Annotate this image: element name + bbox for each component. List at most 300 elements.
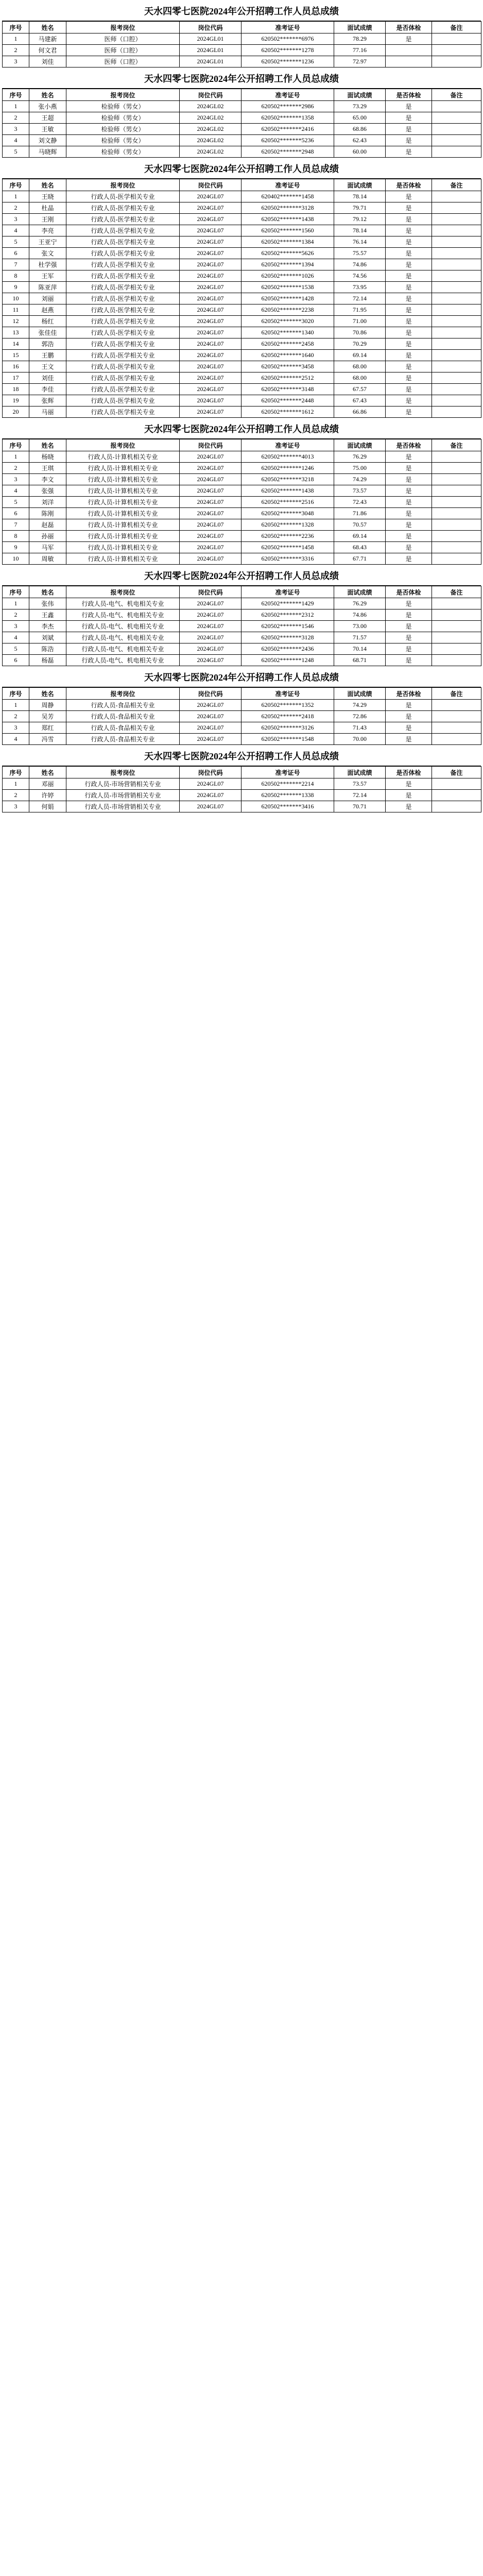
table-cell: 行政人员-医学相关专业 bbox=[66, 361, 180, 372]
column-header: 岗位代码 bbox=[180, 586, 242, 598]
table-cell: 2024GL07 bbox=[180, 350, 242, 361]
table-cell: 2024GL07 bbox=[180, 191, 242, 202]
table-cell: 78.14 bbox=[334, 225, 386, 236]
column-header: 准考证号 bbox=[242, 22, 334, 33]
table-cell: 10 bbox=[3, 553, 29, 565]
table-cell: 68.86 bbox=[334, 124, 386, 135]
table-cell: 620502*******1438 bbox=[242, 214, 334, 225]
table-cell bbox=[432, 395, 481, 406]
table-cell: 2024GL02 bbox=[180, 112, 242, 124]
table-cell bbox=[432, 327, 481, 338]
table-cell: 刘斌 bbox=[29, 632, 66, 643]
table-cell: 620502*******1428 bbox=[242, 293, 334, 304]
column-header: 序号 bbox=[3, 22, 29, 33]
table-row bbox=[3, 632, 481, 643]
table-cell: 行政人员-电气、机电相关专业 bbox=[66, 598, 180, 609]
table-cell: 15 bbox=[3, 350, 29, 361]
table-cell: 620502*******1340 bbox=[242, 327, 334, 338]
table-cell: 刘洋 bbox=[29, 497, 66, 508]
table-cell: 71.00 bbox=[334, 316, 386, 327]
table-cell: 王鑫 bbox=[29, 609, 66, 621]
table-cell: 行政人员-医学相关专业 bbox=[66, 350, 180, 361]
table-cell: 68.00 bbox=[334, 361, 386, 372]
table-cell: 620502*******1538 bbox=[242, 282, 334, 293]
table-cell: 620502*******1384 bbox=[242, 236, 334, 248]
table-cell: 吴芳 bbox=[29, 711, 66, 722]
table-cell: 是 bbox=[386, 598, 432, 609]
table-cell: 是 bbox=[386, 519, 432, 531]
table-cell bbox=[432, 259, 481, 270]
column-header: 姓名 bbox=[29, 767, 66, 778]
table-cell: 76.29 bbox=[334, 598, 386, 609]
table-cell: 620502*******1458 bbox=[242, 542, 334, 553]
table-cell: 是 bbox=[386, 463, 432, 474]
table-cell: 65.00 bbox=[334, 112, 386, 124]
table-cell: 是 bbox=[386, 790, 432, 801]
column-header: 准考证号 bbox=[242, 688, 334, 700]
table-cell: 是 bbox=[386, 225, 432, 236]
table-row bbox=[3, 790, 481, 801]
table-row bbox=[3, 553, 481, 565]
column-header: 报考岗位 bbox=[66, 586, 180, 598]
table-cell: 2024GL07 bbox=[180, 327, 242, 338]
table-row bbox=[3, 508, 481, 519]
table-cell: 74.56 bbox=[334, 270, 386, 282]
column-header: 姓名 bbox=[29, 89, 66, 101]
table-cell: 是 bbox=[386, 33, 432, 45]
table-cell: 杜晶 bbox=[29, 202, 66, 214]
table-cell bbox=[432, 304, 481, 316]
table-cell: 是 bbox=[386, 632, 432, 643]
table-cell: 67.43 bbox=[334, 395, 386, 406]
table-cell bbox=[432, 632, 481, 643]
header-row bbox=[3, 89, 481, 101]
results-table bbox=[2, 439, 481, 565]
table-cell bbox=[432, 621, 481, 632]
table-cell: 行政人员-医学相关专业 bbox=[66, 270, 180, 282]
table-cell: 620502*******2948 bbox=[242, 146, 334, 158]
table-cell: 检验师（男女） bbox=[66, 101, 180, 112]
table-cell: 620502*******6976 bbox=[242, 33, 334, 45]
table-cell: 4 bbox=[3, 485, 29, 497]
table-cell bbox=[432, 655, 481, 666]
table-cell bbox=[432, 101, 481, 112]
table-row bbox=[3, 236, 481, 248]
table-cell: 2024GL07 bbox=[180, 553, 242, 565]
column-header: 岗位代码 bbox=[180, 179, 242, 191]
table-cell: 是 bbox=[386, 316, 432, 327]
table-cell: 2024GL07 bbox=[180, 395, 242, 406]
table-cell: 陈亚萍 bbox=[29, 282, 66, 293]
table-cell bbox=[432, 485, 481, 497]
table-cell: 68.00 bbox=[334, 372, 386, 384]
table-cell bbox=[432, 270, 481, 282]
table-cell: 行政人员-医学相关专业 bbox=[66, 293, 180, 304]
column-header: 备注 bbox=[432, 179, 481, 191]
table-cell: 是 bbox=[386, 655, 432, 666]
table-cell: 是 bbox=[386, 778, 432, 790]
table-cell: 2024GL07 bbox=[180, 508, 242, 519]
table-cell: 620502*******2238 bbox=[242, 304, 334, 316]
table-cell: 77.16 bbox=[334, 45, 386, 56]
table-cell bbox=[432, 45, 481, 56]
table-cell: 行政人员-医学相关专业 bbox=[66, 384, 180, 395]
column-header: 面试成绩 bbox=[334, 22, 386, 33]
table-cell: 行政人员-食品相关专业 bbox=[66, 722, 180, 734]
table-cell: 行政人员-电气、机电相关专业 bbox=[66, 632, 180, 643]
table-cell: 2024GL07 bbox=[180, 598, 242, 609]
table-cell: 检验师（男女） bbox=[66, 146, 180, 158]
table-cell: 孙丽 bbox=[29, 531, 66, 542]
table-cell: 14 bbox=[3, 338, 29, 350]
table-cell: 73.29 bbox=[334, 101, 386, 112]
table-cell: 69.14 bbox=[334, 350, 386, 361]
table-row bbox=[3, 497, 481, 508]
table-cell: 是 bbox=[386, 304, 432, 316]
section-title: 天水四零七医院2024年公开招聘工作人员总成绩 bbox=[2, 418, 481, 439]
table-cell: 620502*******1328 bbox=[242, 519, 334, 531]
column-header: 面试成绩 bbox=[334, 179, 386, 191]
table-cell: 李文 bbox=[29, 474, 66, 485]
table-cell: 王军 bbox=[29, 270, 66, 282]
column-header: 序号 bbox=[3, 586, 29, 598]
column-header: 是否体检 bbox=[386, 89, 432, 101]
table-cell: 67.57 bbox=[334, 384, 386, 395]
table-row bbox=[3, 463, 481, 474]
table-cell: 刘佳 bbox=[29, 56, 66, 67]
table-row bbox=[3, 801, 481, 812]
table-cell: 3 bbox=[3, 214, 29, 225]
table-row bbox=[3, 451, 481, 463]
table-cell: 2024GL07 bbox=[180, 722, 242, 734]
column-header: 序号 bbox=[3, 179, 29, 191]
results-table bbox=[2, 766, 481, 812]
table-cell: 2024GL07 bbox=[180, 778, 242, 790]
table-cell bbox=[432, 508, 481, 519]
column-header: 序号 bbox=[3, 767, 29, 778]
table-cell: 是 bbox=[386, 350, 432, 361]
table-cell: 72.43 bbox=[334, 497, 386, 508]
table-row bbox=[3, 519, 481, 531]
table-cell: 620502*******2512 bbox=[242, 372, 334, 384]
table-cell: 行政人员-计算机相关专业 bbox=[66, 485, 180, 497]
table-cell: 2024GL07 bbox=[180, 406, 242, 418]
table-cell: 王晓 bbox=[29, 191, 66, 202]
table-cell: 78.29 bbox=[334, 33, 386, 45]
section-title: 天水四零七医院2024年公开招聘工作人员总成绩 bbox=[2, 158, 481, 179]
table-cell: 20 bbox=[3, 406, 29, 418]
table-cell: 2024GL07 bbox=[180, 214, 242, 225]
section-title: 天水四零七医院2024年公开招聘工作人员总成绩 bbox=[2, 666, 481, 687]
column-header: 姓名 bbox=[29, 179, 66, 191]
table-cell: 2024GL07 bbox=[180, 790, 242, 801]
table-cell: 620502*******1352 bbox=[242, 700, 334, 711]
table-cell: 行政人员-医学相关专业 bbox=[66, 225, 180, 236]
table-cell: 王鹏 bbox=[29, 350, 66, 361]
table-cell: 620502*******3020 bbox=[242, 316, 334, 327]
table-cell: 行政人员-医学相关专业 bbox=[66, 248, 180, 259]
table-cell: 5 bbox=[3, 497, 29, 508]
table-row bbox=[3, 598, 481, 609]
table-cell: 是 bbox=[386, 259, 432, 270]
table-row bbox=[3, 474, 481, 485]
table-cell: 刘佳 bbox=[29, 372, 66, 384]
table-cell: 行政人员-电气、机电相关专业 bbox=[66, 655, 180, 666]
table-row bbox=[3, 101, 481, 112]
column-header: 序号 bbox=[3, 89, 29, 101]
table-cell bbox=[432, 778, 481, 790]
table-cell: 检验师（男女） bbox=[66, 124, 180, 135]
header-row bbox=[3, 439, 481, 451]
section-title: 天水四零七医院2024年公开招聘工作人员总成绩 bbox=[2, 565, 481, 586]
table-cell: 620502*******1394 bbox=[242, 259, 334, 270]
table-cell: 2024GL07 bbox=[180, 485, 242, 497]
table-row bbox=[3, 214, 481, 225]
table-cell: 是 bbox=[386, 474, 432, 485]
header-row bbox=[3, 767, 481, 778]
table-cell bbox=[432, 191, 481, 202]
table-cell: 10 bbox=[3, 293, 29, 304]
table-cell bbox=[432, 531, 481, 542]
table-cell: 陈刚 bbox=[29, 508, 66, 519]
table-cell: 是 bbox=[386, 327, 432, 338]
table-cell: 2024GL02 bbox=[180, 146, 242, 158]
table-cell bbox=[432, 598, 481, 609]
table-cell: 是 bbox=[386, 202, 432, 214]
table-cell: 是 bbox=[386, 801, 432, 812]
table-cell: 1 bbox=[3, 778, 29, 790]
table-cell: 行政人员-医学相关专业 bbox=[66, 259, 180, 270]
table-cell: 620502*******1026 bbox=[242, 270, 334, 282]
table-cell: 3 bbox=[3, 722, 29, 734]
table-cell: 620502*******3128 bbox=[242, 632, 334, 643]
table-cell: 是 bbox=[386, 497, 432, 508]
table-cell: 620502*******5626 bbox=[242, 248, 334, 259]
table-cell: 2024GL07 bbox=[180, 451, 242, 463]
table-cell: 行政人员-计算机相关专业 bbox=[66, 463, 180, 474]
table-cell: 是 bbox=[386, 395, 432, 406]
column-header: 准考证号 bbox=[242, 586, 334, 598]
table-cell bbox=[432, 734, 481, 745]
table-cell: 67.71 bbox=[334, 553, 386, 565]
table-cell: 620502*******2436 bbox=[242, 643, 334, 655]
table-cell: 是 bbox=[386, 542, 432, 553]
table-cell: 2 bbox=[3, 609, 29, 621]
table-cell: 1 bbox=[3, 191, 29, 202]
table-cell: 620502*******2516 bbox=[242, 497, 334, 508]
table-cell: 张文 bbox=[29, 248, 66, 259]
table-cell: 620502*******2236 bbox=[242, 531, 334, 542]
table-cell: 620502*******2448 bbox=[242, 395, 334, 406]
table-cell: 73.00 bbox=[334, 621, 386, 632]
table-cell: 620402*******1458 bbox=[242, 191, 334, 202]
table-cell: 3 bbox=[3, 56, 29, 67]
table-cell: 75.00 bbox=[334, 463, 386, 474]
table-cell bbox=[432, 643, 481, 655]
table-cell: 王文 bbox=[29, 361, 66, 372]
results-table bbox=[2, 179, 481, 418]
table-cell: 检验师（男女） bbox=[66, 112, 180, 124]
table-row bbox=[3, 282, 481, 293]
column-header: 面试成绩 bbox=[334, 767, 386, 778]
table-cell: 3 bbox=[3, 621, 29, 632]
table-row bbox=[3, 202, 481, 214]
table-cell: 是 bbox=[386, 384, 432, 395]
column-header: 备注 bbox=[432, 89, 481, 101]
table-cell: 620502*******1236 bbox=[242, 56, 334, 67]
table-cell: 620502*******3148 bbox=[242, 384, 334, 395]
table-row bbox=[3, 112, 481, 124]
table-cell: 620502*******2312 bbox=[242, 609, 334, 621]
table-cell: 行政人员-市场营销相关专业 bbox=[66, 790, 180, 801]
table-cell bbox=[386, 45, 432, 56]
column-header: 备注 bbox=[432, 439, 481, 451]
table-cell: 1 bbox=[3, 598, 29, 609]
table-cell: 620502*******3316 bbox=[242, 553, 334, 565]
table-row bbox=[3, 542, 481, 553]
column-header: 准考证号 bbox=[242, 439, 334, 451]
table-cell: 2024GL07 bbox=[180, 801, 242, 812]
table-cell: 620502*******1278 bbox=[242, 45, 334, 56]
table-cell: 2024GL07 bbox=[180, 338, 242, 350]
table-cell: 2024GL07 bbox=[180, 497, 242, 508]
table-cell: 2024GL07 bbox=[180, 632, 242, 643]
table-cell bbox=[432, 542, 481, 553]
table-row bbox=[3, 146, 481, 158]
column-header: 岗位代码 bbox=[180, 688, 242, 700]
table-cell: 620502*******3458 bbox=[242, 361, 334, 372]
table-cell bbox=[432, 135, 481, 146]
table-cell bbox=[432, 519, 481, 531]
table-cell: 69.14 bbox=[334, 531, 386, 542]
column-header: 是否体检 bbox=[386, 179, 432, 191]
table-cell: 2024GL01 bbox=[180, 45, 242, 56]
table-cell: 行政人员-医学相关专业 bbox=[66, 191, 180, 202]
table-cell: 行政人员-医学相关专业 bbox=[66, 304, 180, 316]
table-cell: 张强 bbox=[29, 485, 66, 497]
table-cell: 刘丽 bbox=[29, 293, 66, 304]
table-cell: 16 bbox=[3, 361, 29, 372]
table-cell: 是 bbox=[386, 553, 432, 565]
table-cell: 杜学强 bbox=[29, 259, 66, 270]
table-row bbox=[3, 45, 481, 56]
table-cell: 8 bbox=[3, 270, 29, 282]
table-cell: 620502*******2418 bbox=[242, 711, 334, 722]
table-cell: 李亮 bbox=[29, 225, 66, 236]
table-row bbox=[3, 327, 481, 338]
table-cell: 620502*******1438 bbox=[242, 485, 334, 497]
table-cell: 3 bbox=[3, 124, 29, 135]
table-cell: 行政人员-医学相关专业 bbox=[66, 316, 180, 327]
table-cell: 620502*******1560 bbox=[242, 225, 334, 236]
table-cell: 620502*******3218 bbox=[242, 474, 334, 485]
table-cell bbox=[432, 609, 481, 621]
table-cell: 2024GL02 bbox=[180, 135, 242, 146]
table-cell: 620502*******3048 bbox=[242, 508, 334, 519]
column-header: 报考岗位 bbox=[66, 439, 180, 451]
table-cell bbox=[432, 384, 481, 395]
table-cell: 8 bbox=[3, 531, 29, 542]
table-cell: 73.57 bbox=[334, 778, 386, 790]
table-cell: 2024GL07 bbox=[180, 259, 242, 270]
table-cell: 6 bbox=[3, 508, 29, 519]
table-cell: 王超 bbox=[29, 112, 66, 124]
section-title: 天水四零七医院2024年公开招聘工作人员总成绩 bbox=[2, 0, 481, 21]
table-cell: 72.97 bbox=[334, 56, 386, 67]
column-header: 是否体检 bbox=[386, 767, 432, 778]
table-cell: 2024GL07 bbox=[180, 372, 242, 384]
table-cell: 79.71 bbox=[334, 202, 386, 214]
table-cell: 71.86 bbox=[334, 508, 386, 519]
table-cell: 行政人员-计算机相关专业 bbox=[66, 531, 180, 542]
table-row bbox=[3, 338, 481, 350]
table-cell bbox=[432, 202, 481, 214]
column-header: 序号 bbox=[3, 439, 29, 451]
table-cell: 何娟 bbox=[29, 801, 66, 812]
table-cell bbox=[432, 214, 481, 225]
table-cell bbox=[432, 316, 481, 327]
table-cell: 李佳 bbox=[29, 384, 66, 395]
table-cell: 68.43 bbox=[334, 542, 386, 553]
column-header: 准考证号 bbox=[242, 89, 334, 101]
table-row bbox=[3, 135, 481, 146]
table-cell: 2 bbox=[3, 463, 29, 474]
table-cell: 2024GL07 bbox=[180, 282, 242, 293]
table-cell: 马丽 bbox=[29, 406, 66, 418]
table-cell: 1 bbox=[3, 101, 29, 112]
column-header: 准考证号 bbox=[242, 179, 334, 191]
header-row bbox=[3, 688, 481, 700]
column-header: 是否体检 bbox=[386, 22, 432, 33]
column-header: 备注 bbox=[432, 22, 481, 33]
table-cell: 6 bbox=[3, 655, 29, 666]
table-cell: 2024GL07 bbox=[180, 621, 242, 632]
table-row bbox=[3, 384, 481, 395]
table-cell: 是 bbox=[386, 135, 432, 146]
table-cell: 2024GL07 bbox=[180, 542, 242, 553]
table-cell: 行政人员-食品相关专业 bbox=[66, 711, 180, 722]
table-cell bbox=[432, 372, 481, 384]
table-cell: 检验师（男女） bbox=[66, 135, 180, 146]
table-row bbox=[3, 248, 481, 259]
table-cell bbox=[432, 790, 481, 801]
table-cell: 是 bbox=[386, 124, 432, 135]
table-cell: 2024GL07 bbox=[180, 734, 242, 745]
column-header: 备注 bbox=[432, 767, 481, 778]
table-cell: 是 bbox=[386, 711, 432, 722]
table-cell: 3 bbox=[3, 801, 29, 812]
column-header: 准考证号 bbox=[242, 767, 334, 778]
table-cell: 是 bbox=[386, 722, 432, 734]
table-cell: 2024GL07 bbox=[180, 361, 242, 372]
table-cell: 行政人员-医学相关专业 bbox=[66, 406, 180, 418]
table-cell: 是 bbox=[386, 146, 432, 158]
table-row bbox=[3, 270, 481, 282]
table-cell: 杨磊 bbox=[29, 655, 66, 666]
column-header: 姓名 bbox=[29, 439, 66, 451]
table-cell: 何文君 bbox=[29, 45, 66, 56]
table-cell: 18 bbox=[3, 384, 29, 395]
table-cell: 邓丽 bbox=[29, 778, 66, 790]
table-cell: 行政人员-市场营销相关专业 bbox=[66, 801, 180, 812]
table-cell: 73.57 bbox=[334, 485, 386, 497]
table-row bbox=[3, 259, 481, 270]
table-cell: 2024GL07 bbox=[180, 655, 242, 666]
table-row bbox=[3, 643, 481, 655]
table-cell: 2024GL07 bbox=[180, 700, 242, 711]
table-cell: 1 bbox=[3, 700, 29, 711]
table-cell: 医师（口腔） bbox=[66, 56, 180, 67]
